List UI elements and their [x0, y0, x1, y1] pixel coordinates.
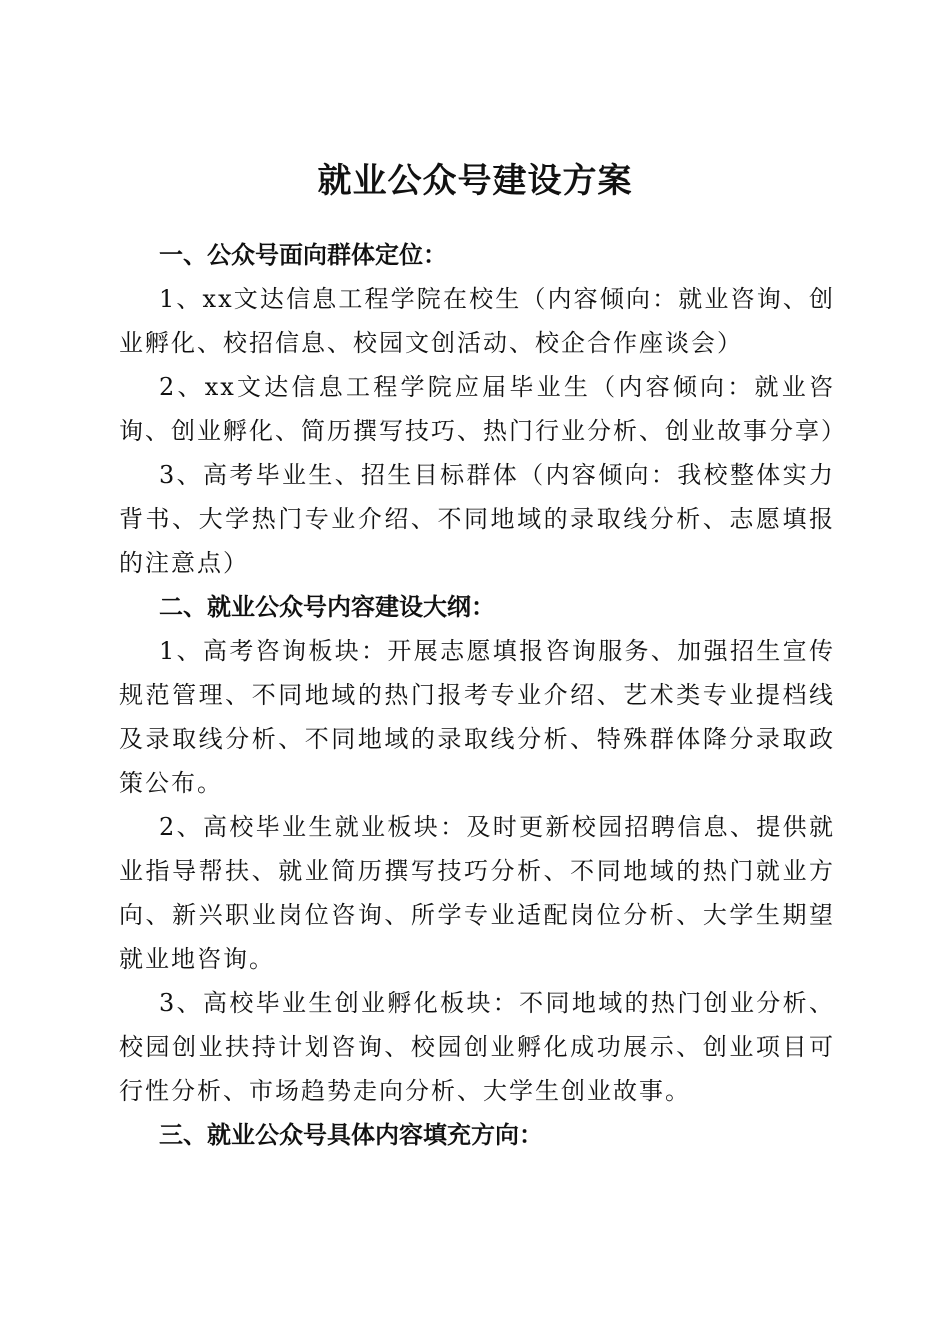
document-title: 就业公众号建设方案 [317, 160, 633, 201]
outline-item-3: 3、高校毕业生创业孵化板块：不同地域的热门创业分析、校园创业扶持计划咨询、校园创业孵化成功展示、创业项目可行性分析、市场趋势走向分析、大学生创业故事。 [119, 989, 835, 1105]
document-body [119, 233, 847, 1157]
section-heading-audience: 一、公众号面向群体定位： [159, 241, 447, 269]
audience-item-3: 3、高考毕业生、招生目标群体（内容倾向：我校整体实力背书、大学热门专业介绍、不同地域的录取线分析、志愿填报的注意点） [119, 461, 835, 577]
audience-item-2: 2、xx文达信息工程学院应届毕业生（内容倾向：就业咨询、创业孵化、简历撰写技巧、热门行业分析、创业故事分享） [119, 373, 847, 445]
section-heading-outline: 二、就业公众号内容建设大纲： [159, 593, 495, 621]
section-heading-content-direction: 三、就业公众号具体内容填充方向： [159, 1121, 543, 1149]
outline-item-1: 1、高考咨询板块：开展志愿填报咨询服务、加强招生宣传规范管理、不同地域的热门报考专业介绍、艺术类专业提档线及录取线分析、不同地域的录取线分析、特殊群体降分录取政策公布。 [119, 637, 835, 797]
outline-item-2: 2、高校毕业生就业板块：及时更新校园招聘信息、提供就业指导帮扶、就业简历撰写技巧分析、不同地域的热门就业方向、新兴职业岗位咨询、所学专业适配岗位分析、大学生期望就业地咨询。 [119, 813, 835, 973]
audience-item-1: 1、xx文达信息工程学院在校生（内容倾向：就业咨询、创业孵化、校招信息、校园文创活动、校企合作座谈会） [119, 285, 835, 357]
